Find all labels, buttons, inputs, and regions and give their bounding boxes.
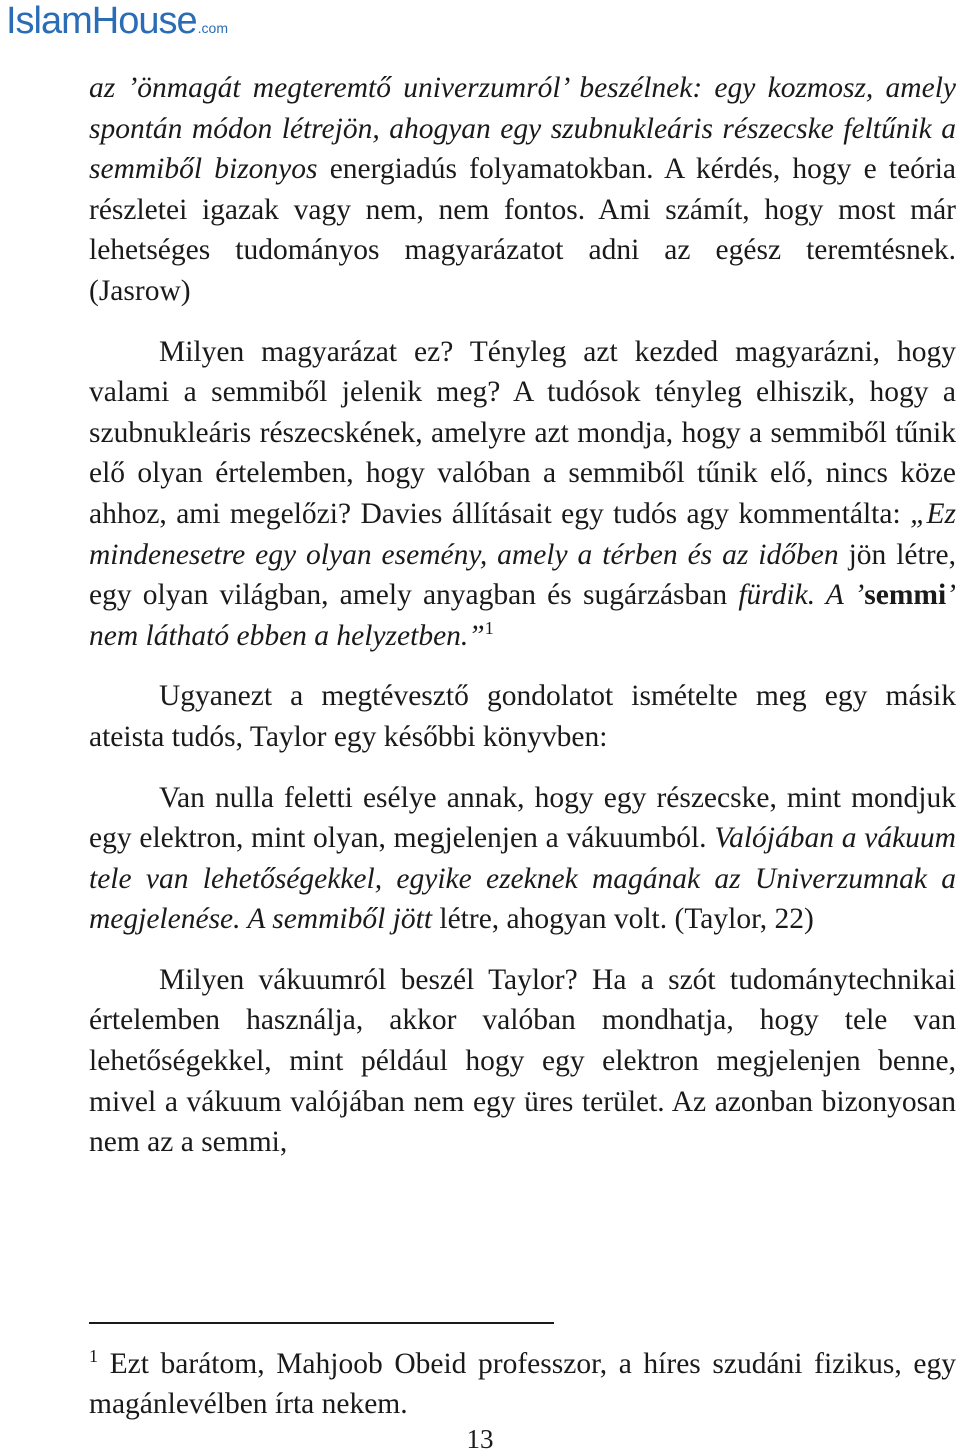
footnote-marker: 1 <box>89 1346 98 1367</box>
paragraph-jastrow-quote <box>89 68 956 312</box>
footnote-reference[interactable]: 1 <box>484 617 494 638</box>
page-number: 13 <box>466 1424 494 1454</box>
logo-suffix: .com <box>197 20 228 36</box>
quote-italic-c: ’ nem látható ebben a helyzetben.” <box>89 579 956 652</box>
quote-italic-b: fürdik. A ’ <box>738 579 865 612</box>
quote-plain: jön létre, egy olyan világban, amely anyagban és sugárzásban <box>89 538 956 612</box>
islamhouse-logo <box>6 2 228 40</box>
footnote-text: Ezt barátom, Mahjoob Obeid professzor, a híres szudáni fizikus, egy magánlevélben írta nekem. <box>89 1348 956 1420</box>
quote-italic-part: az ’önmagát megteremtő univerzumról’ beszélnek: egy kozmosz, amely spontán módon létrejön, ahogyan egy szubnukleáris részecske feltűnik a semmiből bizonyos <box>89 72 956 186</box>
footnote <box>89 1344 956 1424</box>
taylor-plain: Van nulla feletti esélye annak, hogy egy részecske, mint mondjuk egy elektron, mint olyan, megjelenjen a vákuumból. <box>89 781 956 855</box>
question-text: Milyen magyarázat ez? Tényleg azt kezded magyarázni, hogy valami a semmiből jelenik meg? A tudósok tényleg elhiszik, hogy a szubnukleáris részecskének, amelyre azt mondja, hogy a semmiből tűnik elő olyan értelemben, hogy valóban a semmiből tűnik elő, nincs köze ahhoz, ami megelőzi? Davies állításait egy tudós agy kommentálta: <box>89 335 956 530</box>
taylor-end: létre, ahogyan volt. (Taylor, 22) <box>439 903 814 936</box>
quote-italic-a: „Ez mindenesetre egy olyan esemény, amely a térben és az időben <box>89 497 956 571</box>
quote-bold-word: semmi <box>864 579 947 612</box>
footnote-divider <box>89 1322 554 1324</box>
paragraph-taylor-quote <box>89 778 956 940</box>
quote-plain-part: energiadús folyamatokban. A kérdés, hogy e teória részletei igazak vagy nem, nem fontos. Ami számít, hogy most már lehetséges tudományos magyarázatot adni az egész teremtésnek. (Jasrow) <box>89 153 957 307</box>
taylor-italic: Valójában a vákuum tele van lehetőségekkel, egyike ezeknek magának az Univerzumnak a megjelenése. A semmiből jött <box>89 822 956 936</box>
paragraph-taylor-intro: Ugyanezt a megtévesztő gondolatot ismételte meg egy másik ateista tudós, Taylor egy későbbi könyvben: <box>89 680 956 753</box>
logo-text: IslamHouse <box>6 0 197 42</box>
page-body <box>89 68 956 1163</box>
paragraph-question <box>89 332 956 657</box>
paragraph-vacuum: Milyen vákuumról beszél Taylor? Ha a szót tudománytechnikai értelemben használja, akkor valóban mondhatja, hogy tele van lehetőségekkel, mint például hogy egy elektron megjelenjen benne, mivel a vákuum valójában nem egy üres terület. Az azonban bizonyosan nem az a semmi, <box>89 963 956 1159</box>
